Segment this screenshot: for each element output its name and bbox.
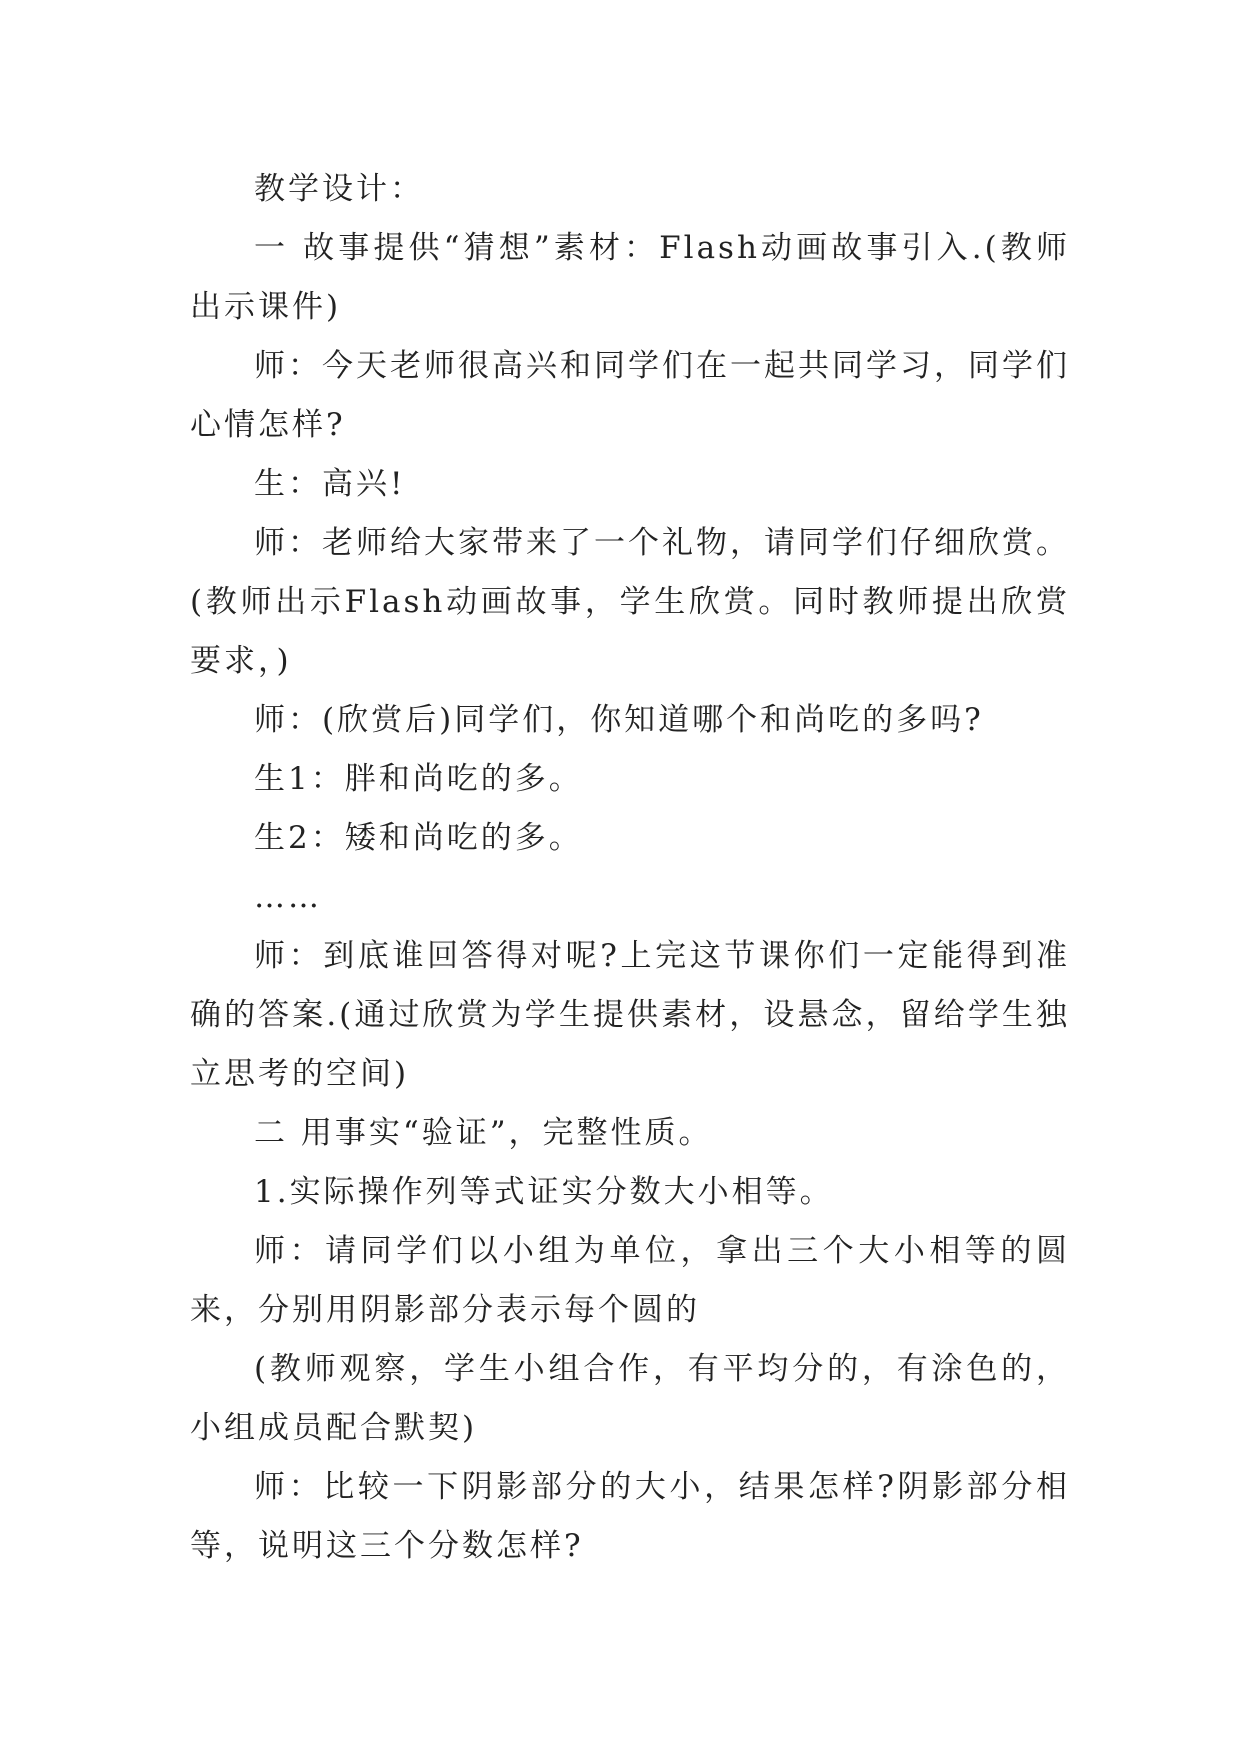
paragraph: 生：高兴!: [254, 466, 406, 502]
section-heading: 教学设计：: [254, 171, 424, 207]
paragraph: 生1：胖和尚吃的多。: [254, 761, 583, 797]
paragraph: 师：今天老师很高兴和同学们在一起共同学习，同学们心情怎样?: [190, 348, 1070, 443]
document-body: [190, 160, 1070, 1576]
paragraph: 师：请同学们以小组为单位，拿出三个大小相等的圆来，分别用阴影部分表示每个圆的: [190, 1233, 1070, 1328]
paragraph: (教师观察，学生小组合作，有平均分的，有涂色的，小组成员配合默契): [190, 1351, 1070, 1446]
paragraph: 师：老师给大家带来了一个礼物，请同学们仔细欣赏。(教师出示Flash动画故事，学生欣赏。同时教师提出欣赏要求，): [190, 525, 1070, 679]
paragraph: 师：到底谁回答得对呢?上完这节课你们一定能得到准确的答案.(通过欣赏为学生提供素材，设悬念，留给学生独立思考的空间): [190, 938, 1070, 1092]
paragraph: 二 用事实“验证”，完整性质。: [254, 1115, 713, 1151]
paragraph: 1.实际操作列等式证实分数大小相等。: [254, 1174, 834, 1210]
paragraph: 师：(欣赏后)同学们，你知道哪个和尚吃的多吗?: [254, 702, 984, 738]
paragraph: 生2：矮和尚吃的多。: [254, 820, 583, 856]
paragraph: 师：比较一下阴影部分的大小，结果怎样?阴影部分相等，说明这三个分数怎样?: [190, 1469, 1070, 1564]
paragraph: ……: [254, 879, 322, 915]
paragraph: 一 故事提供“猜想”素材：Flash动画故事引入.(教师出示课件): [190, 230, 1070, 325]
